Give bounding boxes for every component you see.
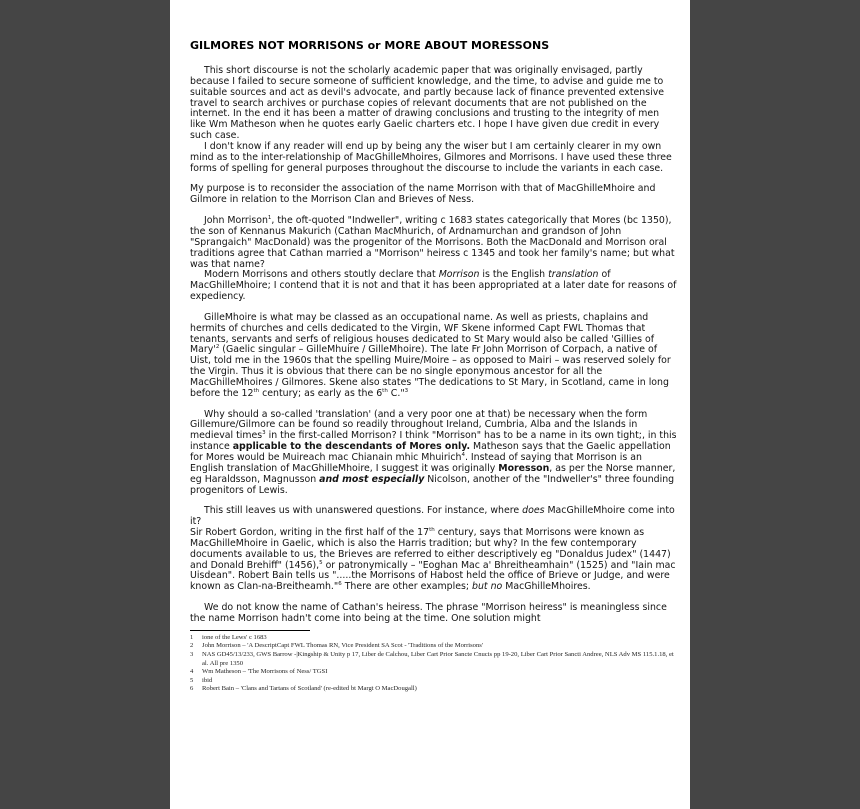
paragraph-robert-gordon: Sir Robert Gordon, writing in the first half of the 17th century, says that Morrisons were known as MacGhilleMhoire in Gaelic, which is also the Harris tradition; but why? In the few contemporary documents available to us, the Brieves are referred to either descriptively eg "Donaldus Judex" (1447) and Donald Brehiff" (1456),$^5$ or patronymically – "Eoghan Mac a' Bhreitheamhain" (1525) and "Iain mac Uisdean". Robert Bain tells us ".....the Morrisons of Habost held the office of Brieve or Judge, and were known as Clan-na-Breitheamh."$^6$ There are other examples; but no MacGhilleMhoires. <box>190 526 676 593</box>
paragraph-modern-morrisons: Modern Morrisons and others stoutly declare that Morrison is the English translation of MacGhilleMhoire; I contend that it is not and that it has been appropriated at a later date for reasons of expediency. <box>190 269 677 303</box>
paragraph-heiress: We do not know the name of Cathan's heiress. The phrase "Morrison heiress" is meaningless since the name Morrison hadn't come into being at the time. One solution might <box>190 602 667 624</box>
footnote-ref-3b[interactable]: 3 <box>262 430 266 437</box>
footnote-3: 3 NAS GD45/13/233, GWS Barrow -|Kingship & Unity p 17, Liber de Calchou, Liber Cart Prior Sancte Cnucis pp 19-20, Liber Cart Prior Sancti Andree, NLS Adv MS 115.1.18, et al. All pre 1350 <box>190 651 674 667</box>
footnotes <box>190 634 678 694</box>
footnote-divider <box>190 630 310 631</box>
footnote-1: 1 ione of the Lews' c 1683 <box>190 633 267 641</box>
paragraph-intro: This short discourse is not the scholarly academic paper that was originally envisaged, partly because I failed to secure someone of sufficient knowledge, and the time, to advise and guide me to suitable sources and act as devil's advocate, and partly because lack of finance prevented extensive travel to search archives or purchase copies of relevant documents that are not published on the internet. In the end it has been a matter of drawing conclusions and trusting to the integrity of men like Wm Matheson when he quotes early Gaelic charters etc. I hope I have given due credit in every such case. <box>190 65 665 142</box>
footnote-5: 5 ibid <box>190 676 213 684</box>
paragraph-purpose: My purpose is to reconsider the association of the name Morrison with that of MacGhilleMhoire and Gilmore in relation to the Morrison Clan and Brieves of Ness. <box>190 183 656 206</box>
document-title: GILMORES NOT MORRISONS or MORE ABOUT MORESSONS <box>190 39 550 52</box>
footnote-ref-6[interactable]: 6 <box>338 581 342 588</box>
footnote-6: 6 Robert Bain – 'Clans and Tartans of Scotland' (re-edited bt Margt O MacDougall) <box>190 685 417 693</box>
footnote-ref-5[interactable]: 5 <box>319 559 323 566</box>
paragraph-purpose-spelling: I don't know if any reader will end up by being any the wiser but I am certainly clearer in my own mind as to the inter-relationship of MacGhilleMhoires, Gilmores and Morrisons. I have used these three forms of spelling for general purposes throughout the discourse to include the variants in each case. <box>190 140 672 174</box>
footnote-ref-2[interactable]: 2 <box>215 344 220 351</box>
document-body <box>190 39 678 694</box>
paragraph-john-morrison: John Morrison$^1$, the oft-quoted "Indweller", writing c 1683 states categorically that Mores (bc 1350), the son of Kennanus Makurich (Cathan MacMhurich, of Ardnamurchan and grandson of John "Sprangaich" MacDonald) was the progenitor of the Morrisons. Both the MacDonald and Morrison oral traditions agree that Cathan married a "Morrison" heiress c 1345 and took her family's name; but what was that name? <box>190 215 675 270</box>
footnote-ref-1[interactable]: 1 <box>267 215 272 221</box>
paragraph-unanswered: This still leaves us with unanswered questions. For instance, where does MacGhilleMhoire come into it? <box>190 505 675 528</box>
footnote-ref-4[interactable]: 4 <box>461 451 465 458</box>
paragraph-translation: Why should a so-called 'translation' (and a very poor one at that) be necessary when the form Gillemure/Gilmore can be found so readily throughout Ireland, Cumbria, Alba and the Islands in medieval times$^3$ in the first-called Morrison? I think "Morrison" has to be a name in its own tight;, in this instance applicable to the descendants of Mores only. Matheson says that the Gaelic appellation for Mores would be Muireach mac Chianain mhic Mhuirich$^4$. Instead of saying that Morrison is an English translation of MacGhilleMhoire, I suggest it was originally Moresson, as per the Norse manner, eg Haraldsson, Magnusson and most especially Nicolson, another of the "Indweller's" three founding progenitors of Lewis. <box>190 408 677 496</box>
footnote-ref-3[interactable]: 3 <box>404 387 409 394</box>
footnote-4: 4 Wm Matheson – 'The Morrisons of Ness/ TGSI <box>190 668 328 676</box>
paragraph-gillemhoire: GilleMhoire is what may be classed as an occupational name. As well as priests, chaplains and hermits of churches and cells dedicated to the Virgin, WF Skene informed Capt FWL Thomas that tenants, servants and serfs of religious houses dedicated to St Mary would also be called 'Gillies of $Mary'^2$ (Gaelic singular – GilleMhuire / GilleMhoire). The late Fr John Morrison of Corpach, a native of Uist, told me in the 1960s that the spelling Muire/Moire – as opposed to Mairi – was reserved solely for the Virgin. Thus it is obvious that there can be no single eponymous ancestor for all the MacGhilleMhoires / Gilmores. Skene also states "The dedications to St Mary, in Scotland, came in long before the 12th century; as early as the 6th C."$^3$ <box>190 311 671 399</box>
footnote-2: 2 John Morrison – 'A DescriptCapt FWL Thomas RN, Vice President SA Scot - 'Traditions of the Morrisons' <box>190 642 484 650</box>
document-page <box>170 0 690 809</box>
